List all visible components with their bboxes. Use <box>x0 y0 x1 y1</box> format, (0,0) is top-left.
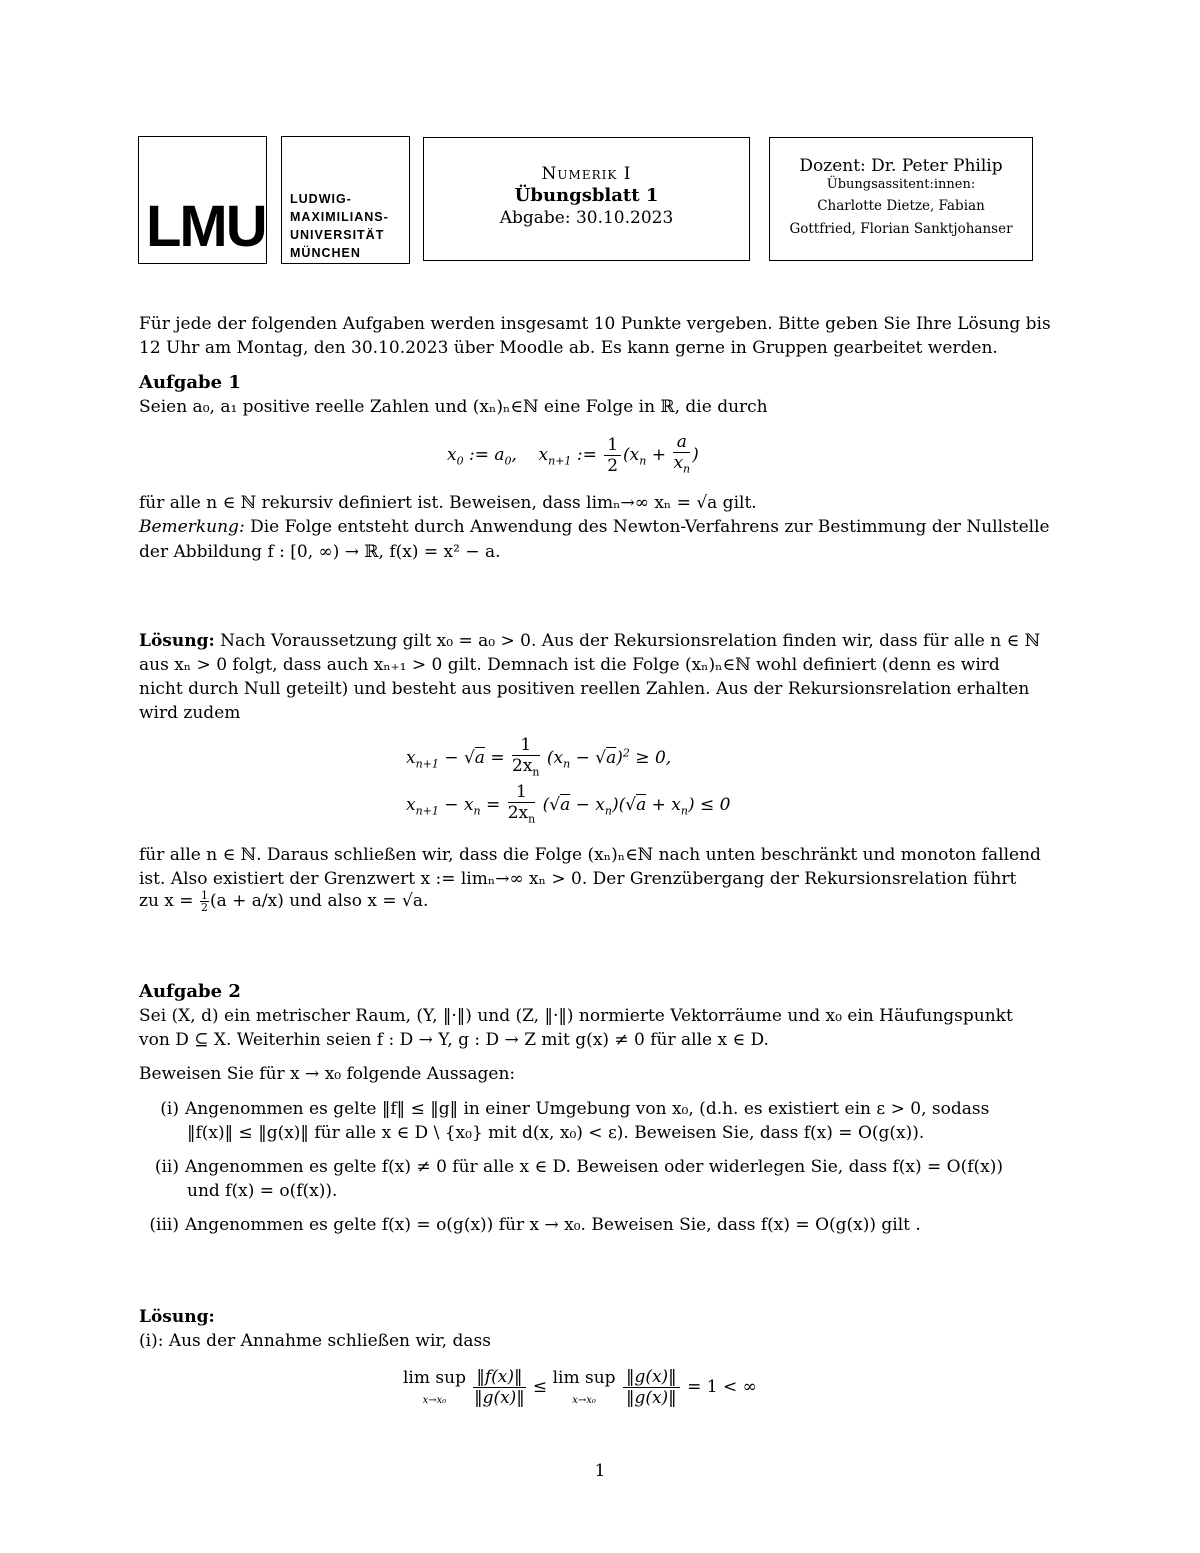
solution1-label: Lösung: <box>139 631 215 651</box>
solution1-after-2: ist. Also existiert der Grenzwert x := limₙ→∞ xₙ > 0. Der Grenzübergang der Rekursionsrelation führt <box>139 869 1017 889</box>
task2-item-i-cont: ‖f(x)‖ ≤ ‖g(x)‖ für alle x ∈ D \ {x₀} mit d(x, x₀) < ε). Beweisen Sie, dass f(x) = O(g(x)). <box>187 1123 925 1143</box>
task1-remark <box>139 515 1050 539</box>
task1-title: Aufgabe 1 <box>139 372 241 393</box>
task2-item-i: (i) Angenommen es gelte ‖f‖ ≤ ‖g‖ in einer Umgebung von x₀, (d.h. es existiert ein ε > 0, sodass <box>160 1099 990 1119</box>
solution1-text-1: Nach Voraussetzung gilt x₀ = a₀ > 0. Aus der Rekursionsrelation finden wir, dass für alle n ∈ ℕ <box>214 631 1041 651</box>
task2-title: Aufgabe 2 <box>139 981 241 1002</box>
task2-line1: Sei (X, d) ein metrischer Raum, (Y, ‖·‖) und (Z, ‖·‖) normierte Vektorräume und x₀ ein Häufungspunkt <box>139 1006 1013 1026</box>
task2-line2: von D ⊆ X. Weiterhin seien f : D → Y, g : D → Z mit g(x) ≠ 0 für alle x ∈ D. <box>139 1030 769 1050</box>
assistants-line2: Gottfried, Florian Sanktjohanser <box>789 221 1013 237</box>
solution1-equation-2: $x_{n+1} - x_n$ = $\frac{1}{2x_n}$ $(√a - x_n)(√a + x_n) \le 0$ <box>406 782 731 826</box>
solution1-line2: aus xₙ > 0 folgt, dass auch xₙ₊₁ > 0 gilt. Demnach ist die Folge (xₙ)ₙ∈ℕ wohl definiert (denn es wird <box>139 655 1000 675</box>
remark-text: Die Folge entsteht durch Anwendung des Newton-Verfahrens zur Bestimmung der Nullstelle <box>244 517 1050 537</box>
assistants-label: Übungsassitent:innen: <box>826 177 976 192</box>
intro-line-2: 12 Uhr am Montag, den 30.10.2023 über Moodle ab. Es kann gerne in Gruppen gearbeitet werden. <box>139 338 998 358</box>
solution1-equation-1: $x_{n+1} - √a$ = $\frac{1}{2x_n}$ $(x_n - √a)^2 \ge 0$, <box>406 735 672 779</box>
remark-label: Bemerkung: <box>139 517 245 537</box>
assistants-line1: Charlotte Dietze, Fabian <box>817 198 985 214</box>
task2-item-ii-cont: und f(x) = o(f(x)). <box>187 1181 338 1201</box>
sheet-title: Übungsblatt 1 <box>514 185 659 206</box>
task2-item-ii: (ii) Angenommen es gelte f(x) ≠ 0 für alle x ∈ D. Beweisen oder widerlegen Sie, dass f(x) = O(f(x)) <box>154 1157 1004 1177</box>
solution2-label: Lösung: <box>139 1307 215 1327</box>
solution2-line1: (i): Aus der Annahme schließen wir, dass <box>139 1331 491 1351</box>
intro-line-1: Für jede der folgenden Aufgaben werden insgesamt 10 Punkte vergeben. Bitte geben Sie Ihre Lösung bis <box>139 314 1051 334</box>
lecturer: Dozent: Dr. Peter Philip <box>799 156 1003 176</box>
title-box <box>423 137 750 261</box>
page-number: 1 <box>594 1461 606 1481</box>
task1-line4: der Abbildung f : [0, ∞) → ℝ, f(x) = x² − a. <box>139 542 501 562</box>
solution1-after-1: für alle n ∈ ℕ. Daraus schließen wir, dass die Folge (xₙ)ₙ∈ℕ nach unten beschränkt und monoton fallend <box>139 845 1041 865</box>
task1-recursion-formula: $x_0$ := $a_0$, $x_{n+1}$ := $\frac{1}{2}$ ($x_n$ + $\frac{a}{x_n}$ ) <box>447 432 699 477</box>
solution1-line4: wird zudem <box>139 703 241 723</box>
due-date: Abgabe: 30.10.2023 <box>499 208 674 228</box>
university-name: LUDWIG- MAXIMILIANS- UNIVERSITÄT MÜNCHEN <box>290 192 389 260</box>
solution1-line1 <box>139 629 1040 653</box>
task1-line2: für alle n ∈ ℕ rekursiv definiert ist. Beweisen, dass limₙ→∞ xₙ = √a gilt. <box>139 493 757 513</box>
lmu-logo: LMU <box>146 194 266 259</box>
task1-line1: Seien a₀, a₁ positive reelle Zahlen und (xₙ)ₙ∈ℕ eine Folge in ℝ, die durch <box>139 397 768 417</box>
solution1-line3: nicht durch Null geteilt) und besteht aus positiven reellen Zahlen. Aus der Rekursionsrelation erhalten <box>139 679 1030 699</box>
solution2-limsup-equation: lim sup x→x₀ $\frac{‖f(x)‖}{‖g(x)‖}$ ≤ lim sup x→x₀ $\frac{‖g(x)‖}{‖g(x)‖}$ = 1 < ∞ <box>403 1367 757 1408</box>
task2-line3: Beweisen Sie für x → x₀ folgende Aussagen: <box>139 1064 516 1084</box>
course-name: Numerik I <box>541 164 632 184</box>
staff-box <box>769 137 1033 261</box>
solution1-after-3: zu x = $\frac{1}{2}$ (a + a/x) und also x = √a. <box>139 889 429 914</box>
task2-item-iii: (iii) Angenommen es gelte f(x) = o(g(x)) für x → x₀. Beweisen Sie, dass f(x) = O(g(x)) gilt . <box>149 1215 921 1235</box>
